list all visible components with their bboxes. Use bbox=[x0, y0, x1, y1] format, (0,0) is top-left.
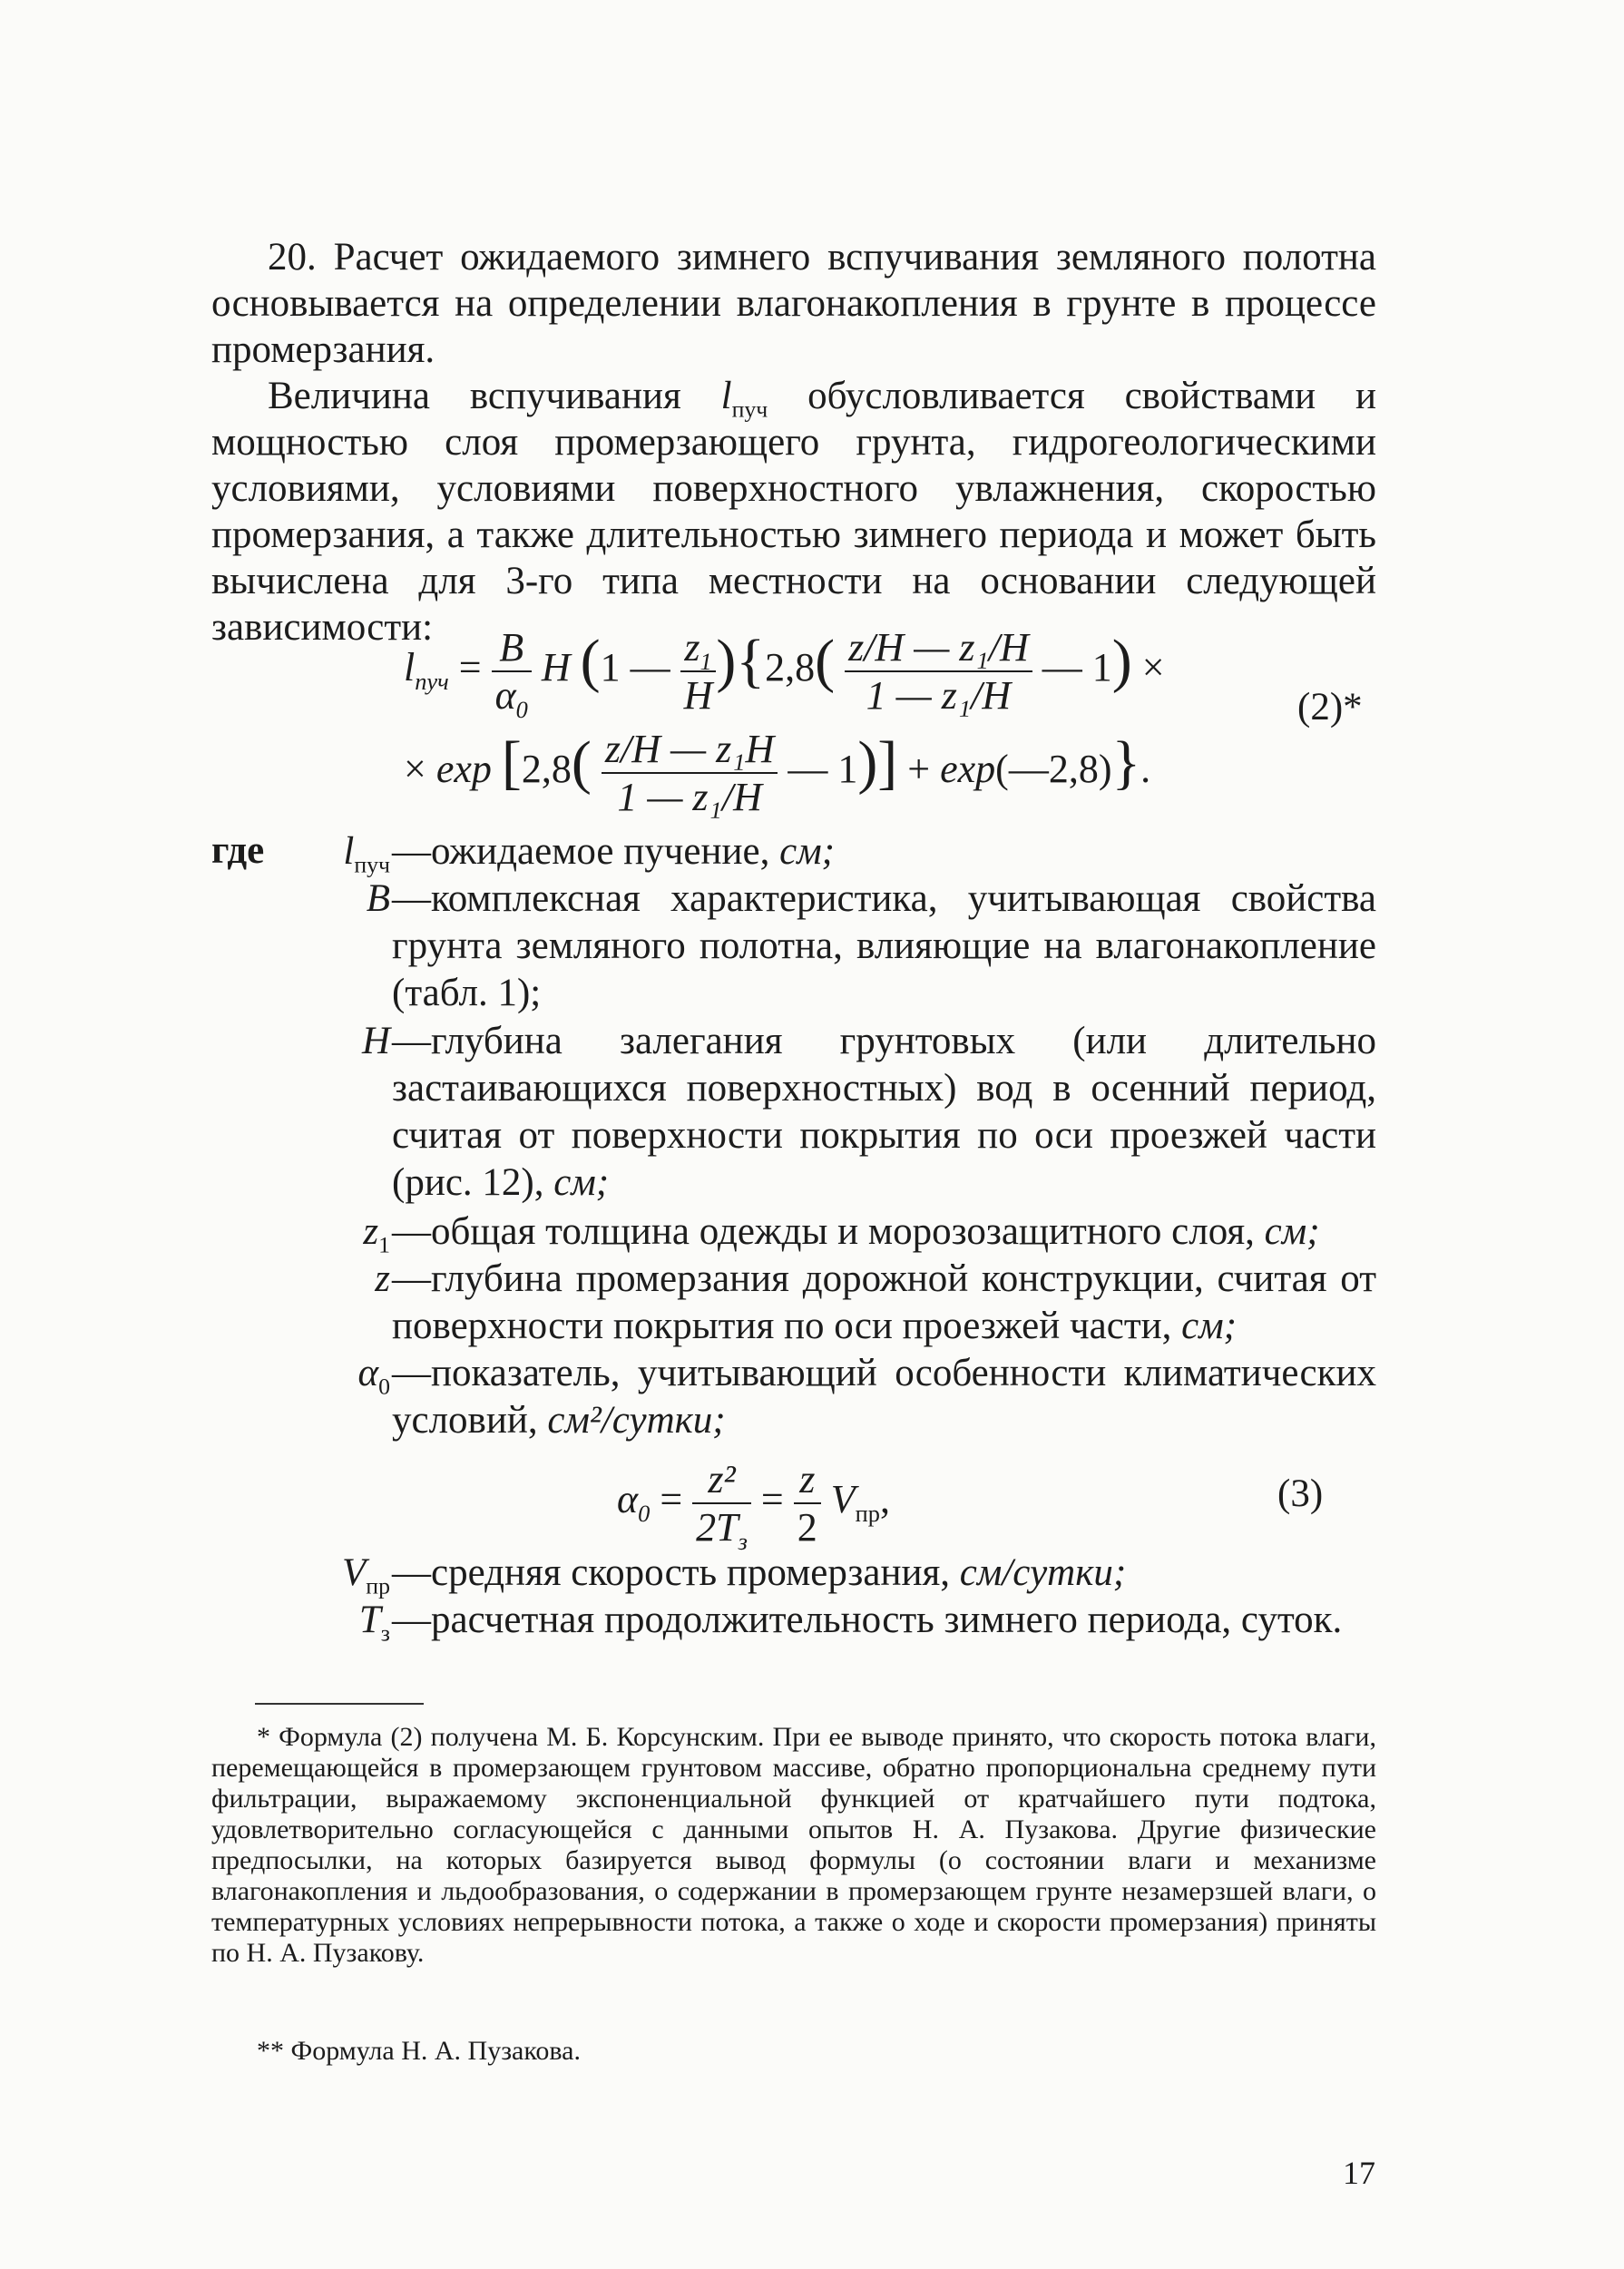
glossary-item-z: z —глубина промерзания дорожной конструкции, считая от поверхности покрытия по оси проезжей части, см; bbox=[375, 1257, 1376, 1347]
footnote-rule bbox=[255, 1703, 424, 1705]
fraction-exponent-1: $\frac{\text{z/H — z₁/H}}{\text{1 — z₁/H}}$ bbox=[845, 624, 1032, 719]
fraction-z2-over-2t: $\frac{\text{z²}}{2T_з}$ bbox=[692, 1456, 751, 1550]
magnitude-suffix: обусловливается свойствами и мощностью слоя промерзающего грунта, гидрогеологическими условиями, условиями поверхностного увлажнения, скоростью промерзания, а также длительностью зимнего периода и может быть вычислена для 3-го типа местности на основании следующей зависимости: bbox=[211, 375, 1376, 649]
equation-number-3: (3) bbox=[1277, 1472, 1324, 1515]
fraction-exponent-2: $\frac{\text{z/H — z₁H}}{\text{1 — z₁/H}}$ bbox=[602, 726, 778, 820]
magnitude-prefix: Величина вспучивания bbox=[268, 375, 681, 417]
glossary-item-b: B —комплексная характеристика, учитывающая свойства грунта земляного полотна, влияющие на влагонакопление (табл. 1); bbox=[366, 877, 1376, 1014]
formula-2-line-2: × exp [2,8( $\frac{\text{z/H — z₁H}}{\text{1 — z₁/H}}$ — 1)] + exp(—2,8)}. bbox=[404, 727, 1151, 819]
page-number: 17 bbox=[1343, 2155, 1375, 2191]
magnitude-symbol: l bbox=[720, 375, 732, 417]
paragraph-magnitude bbox=[211, 373, 1376, 650]
glossary-item-z1: $z_1$ —общая толщина одежды и морозозащитного слоя, см; bbox=[363, 1210, 1320, 1258]
fraction-b-over-a0: $\frac{B}{\alpha_0}$ bbox=[492, 624, 532, 719]
where-label: где bbox=[211, 829, 265, 872]
glossary-item-l: $l_{пуч}$ —ожидаемое пучение, см; bbox=[343, 830, 835, 878]
formula-2-line-1: $l_{пуч}$ = $\frac{B}{\alpha_0}$ H (1 — $\frac{z_1}{H}$ ){2,8( $\frac{\text{z/H — z₁/H}}{\text{1 — z₁/H}}$ — 1) × bbox=[404, 625, 1165, 723]
glossary-item-a0: $\alpha_0$ —показатель, учитывающий особенности климатических условий, см²/сутки; bbox=[357, 1352, 1376, 1442]
magnitude-subscript: пуч bbox=[731, 396, 768, 423]
glossary-item-v: $V_{пр}$ —средняя скорость промерзания, см/сутки; bbox=[342, 1551, 1127, 1599]
paragraph-20: 20. Расчет ожидаемого зимнего вспучивания земляного полотна основывается на определении влагонакопления в грунте в процессе промерзания. bbox=[211, 236, 1376, 371]
equation-number-2: (2)* bbox=[1297, 686, 1363, 729]
fraction-z-over-2: $\frac{z}{2}$ bbox=[794, 1456, 821, 1550]
footnote-2: ** Формула Н. А. Пузакова. bbox=[257, 2036, 581, 2066]
formula-3: $\alpha_0$ = $\frac{\text{z²}}{2T_з}$ = $\frac{z}{2}$ $V_{пр}$, bbox=[617, 1457, 890, 1555]
fraction-z1-over-h: $\frac{z_1}{H}$ bbox=[680, 624, 717, 719]
glossary-item-t: $T_з$ —расчетная продолжительность зимнего периода, суток. bbox=[358, 1599, 1343, 1647]
glossary-item-h: H —глубина залегания грунтовых (или длительно застаивающихся поверхностных) вод в осенний период, считая от поверхности покрытия по оси проезжей части (рис. 12), см; bbox=[361, 1020, 1376, 1204]
footnote-1: * Формула (2) получена М. Б. Корсунским. При ее выводе принято, что скорость потока влаги, перемещающейся в промерзающем грунтовом массиве, обратно пропорциональна среднему пути фильтрации, выражаемому экспоненциальной функцией от кратчайшего пути подтока, удовлетворительно согласующейся с данными опытов Н. А. Пузакова. Другие физические предпосылки, на которых базируется вывод формулы (о состоянии влаги и механизме влагонакопления и льдообразования, о содержании в промерзающем грунте незамерзшей влаги, о температурных условиях непрерывности потока, а также о ходе и скорости промерзания) приняты по Н. А. Пузакову. bbox=[211, 1722, 1376, 1968]
